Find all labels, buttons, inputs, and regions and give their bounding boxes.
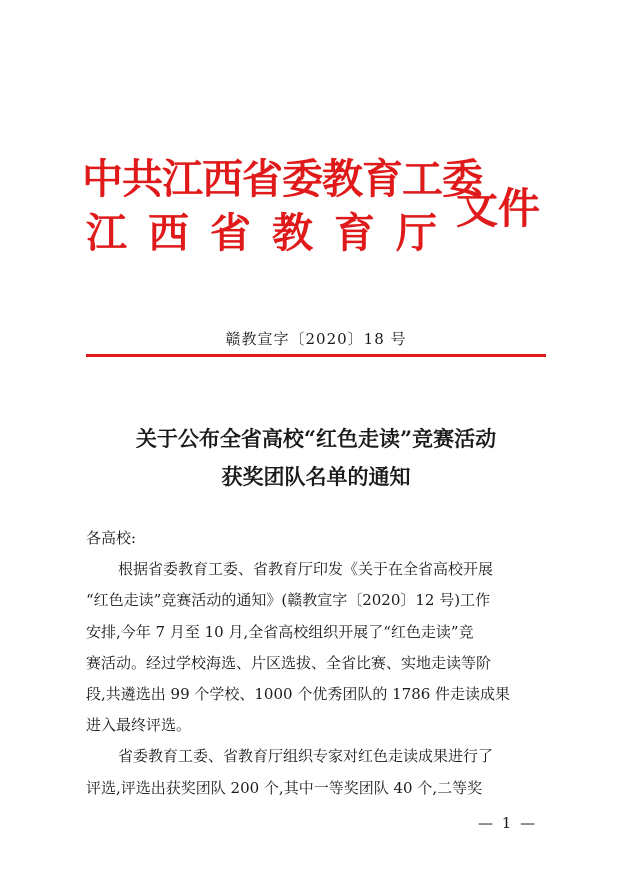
paragraph-1: [86, 554, 548, 741]
issuer-name-department: 江西省教育厅: [86, 209, 458, 257]
paragraph-line: “红色走读”竞赛活动的通知》(赣教宣字〔2020〕12 号)工作: [86, 591, 491, 610]
paragraph-line: 进入最终评选。: [86, 716, 192, 735]
red-divider-line: [86, 354, 546, 357]
issuer-name-party: 中共江西省委教育工委: [82, 155, 482, 203]
paragraph-line: 根据省委教育工委、省教育厅印发《关于在全省高校开展: [118, 560, 494, 579]
body-text: [86, 523, 548, 804]
paragraph-line: 安排,今年 7 月至 10 月,全省高校组织开展了“红色走读”竞: [86, 622, 474, 641]
paragraph-line: 省委教育工委、省教育厅组织专家对红色走读成果进行了: [118, 747, 494, 766]
paragraph-line: 赛活动。经过学校海选、片区选拔、全省比赛、实地走读等阶: [86, 653, 492, 672]
title-line-2: 获奖团队名单的通知: [221, 464, 411, 489]
title-line-1: 关于公布全省高校“红色走读”竞赛活动: [135, 426, 497, 451]
paragraph-line: 段,共遴选出 99 个学校、1000 个优秀团队的 1786 件走读成果: [86, 685, 511, 704]
document-number: 赣教宣字〔2020〕18 号: [225, 330, 407, 348]
paragraph-2: [86, 741, 548, 803]
notice-title: [0, 420, 632, 496]
page-number: — 1 —: [478, 814, 538, 832]
document-type-label: 文件: [456, 184, 541, 233]
salutation: 各高校:: [86, 529, 137, 547]
paragraph-line: 评选,评选出获奖团队 200 个,其中一等奖团队 40 个,二等奖: [86, 778, 483, 797]
